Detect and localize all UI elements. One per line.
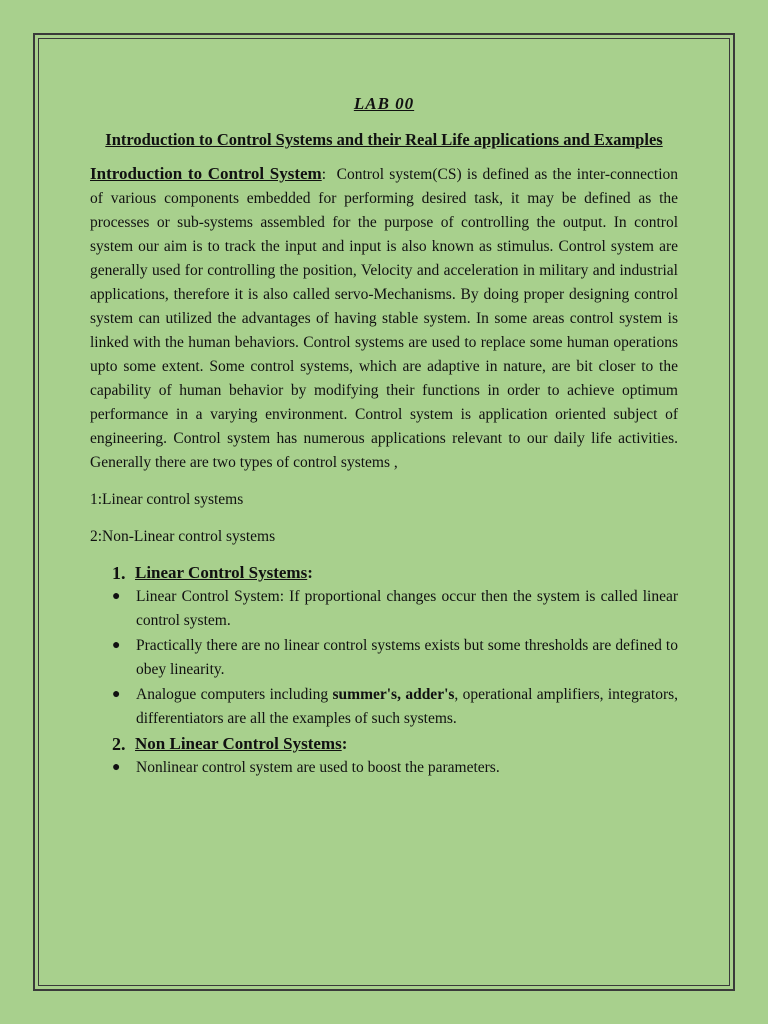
main-title: Introduction to Control Systems and their Real Life applications and Examples — [105, 130, 663, 149]
list-item: ● Nonlinear control system are used to boost the parameters. — [90, 756, 678, 780]
bullet-icon: ● — [112, 687, 121, 702]
bullet-list-nonlinear — [90, 756, 678, 780]
bullet-icon: ● — [112, 638, 121, 653]
list-item: ● Practically there are no linear control systems exists but some thresholds are defined to obey linearity. — [90, 634, 678, 682]
bullet-icon: ● — [112, 760, 121, 775]
intro-paragraph — [90, 162, 678, 475]
section-heading-linear: 1. Linear Control Systems: — [112, 563, 313, 583]
type-item-linear: 1:Linear control systems — [90, 491, 244, 508]
document-content — [90, 92, 678, 781]
section-heading-nonlinear: 2. Non Linear Control Systems: — [112, 734, 348, 754]
bold-text: summer's, adder's — [332, 686, 455, 703]
section-title: Linear Control Systems — [135, 563, 308, 582]
section-number: 1. — [112, 563, 126, 583]
bullet-list-linear — [90, 585, 678, 731]
list-item: ● Analogue computers including summer's, adder's, operational amplifiers, integrators, differentiators are all the examples of such systems. — [90, 683, 678, 731]
list-item: ● Linear Control System: If proportional changes occur then the system is called linear control system. — [90, 585, 678, 633]
intro-heading: Introduction to Control System — [90, 164, 322, 183]
lab-title: LAB 00 — [353, 94, 415, 113]
intro-colon: : — [321, 166, 327, 183]
type-item-nonlinear: 2:Non-Linear control systems — [90, 528, 276, 545]
section-title: Non Linear Control Systems — [135, 734, 342, 753]
bullet-icon: ● — [112, 589, 121, 604]
intro-text: Control system(CS) is defined as the inter-connection of various components embedded for performing desired task, it may be defined as the processes or sub-systems assembled for the purpose of controlling the output. In control system our aim is to track the input and input is also known as stimulus. Control system are generally used for controlling the position, Velocity and acceleration in military and industrial applications, therefore it is also called servo-Mechanisms. By doing proper designing control system can utilized the advantages of having stable system. In some areas control system is linked with the human behaviors. Control systems are used to replace some human operations upto some extent. Some control systems, which are adaptive in nature, are bit closer to the capability of human behavior by modifying their functions in order to achieve optimum performance in a varying environment. Control system is application oriented subject of engineering. Control system has numerous applications relevant to our daily life activities. Generally there are two types of control systems , — [90, 166, 679, 471]
section-nonlinear — [90, 732, 678, 780]
section-number: 2. — [112, 734, 126, 754]
section-linear — [90, 561, 678, 731]
